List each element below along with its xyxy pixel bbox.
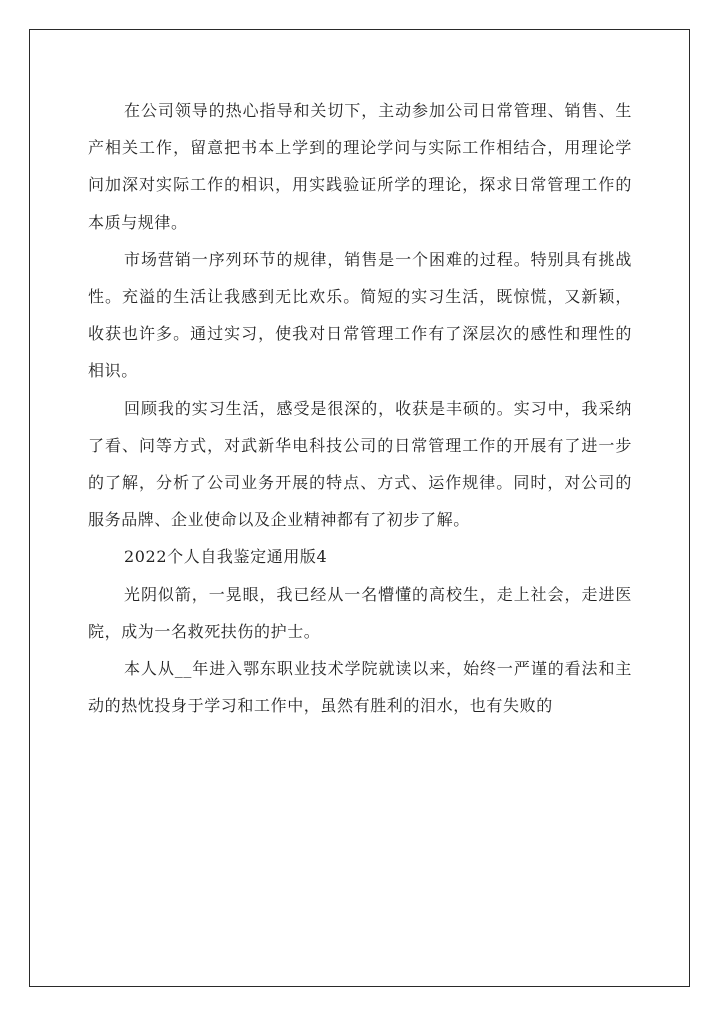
paragraph: 光阴似箭，一晃眼，我已经从一名懵懂的高校生，走上社会，走进医院，成为一名救死扶伤的护士。 <box>88 584 632 641</box>
section-heading: 2022个人自我鉴定通用版4 <box>124 547 328 567</box>
document-body <box>88 92 632 724</box>
paragraph: 本人从__年进入鄂东职业技术学院就读以来，始终一严谨的看法和主动的热忱投身于学习和工作中，虽然有胜利的泪水，也有失败的 <box>88 659 632 716</box>
paragraph: 在公司领导的热心指导和关切下，主动参加公司日常管理、销售、生产相关工作，留意把书本上学到的理论学问与实际工作相结合，用理论学问加深对实际工作的相识，用实践验证所学的理论，探求日常管理工作的本质与规律。 <box>88 101 632 232</box>
paragraph: 回顾我的实习生活，感受是很深的，收获是丰硕的。实习中，我采纳了看、问等方式，对武新华电科技公司的日常管理工作的开展有了进一步的了解，分析了公司业务开展的特点、方式、运作规律。同时，对公司的服务品牌、企业使命以及企业精神都有了初步了解。 <box>88 398 632 530</box>
paragraph: 市场营销一序列环节的规律，销售是一个困难的过程。特别具有挑战性。充溢的生活让我感到无比欢乐。简短的实习生活，既惊慌，又新颖，收获也许多。通过实习，使我对日常管理工作有了深层次的感性和理性的相识。 <box>88 249 632 381</box>
